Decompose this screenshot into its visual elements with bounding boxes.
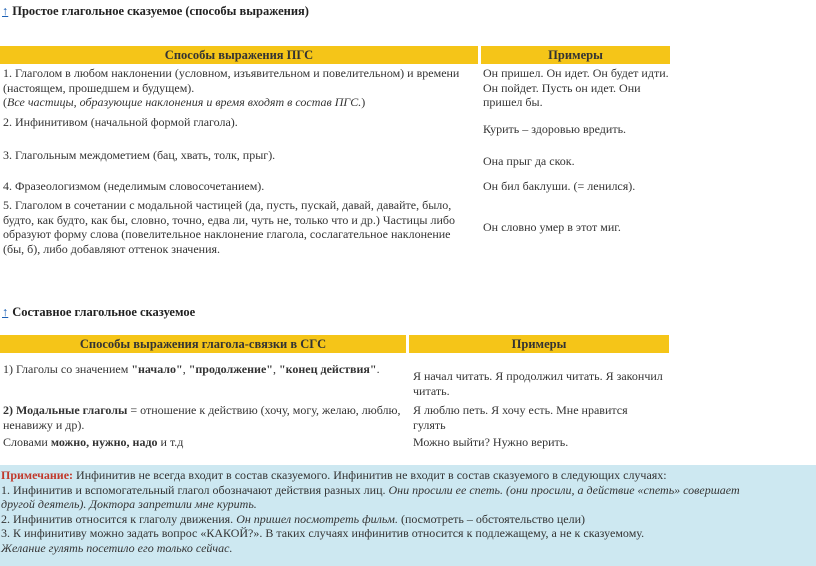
note-line-5: 3. К инфинитиву можно задать вопрос «КАКОЙ?». В таких случаях инфинитив относится к подлежащему, а не к сказуемому. — [1, 526, 645, 540]
note-block — [0, 465, 816, 566]
table1-row2-example: Курить – здоровью вредить. — [483, 122, 627, 136]
table1-row1-example: Он пришел. Он идет. Он будет идти. Он пойдет. Пусть он идет. Они пришел бы. — [483, 66, 669, 109]
table1-row5-example: Он словно умер в этот миг. — [483, 220, 621, 234]
note-line-6: Желание гулять посетило его только сейчас. — [1, 540, 233, 555]
up-arrow-link[interactable]: ↑ — [2, 4, 9, 18]
table2-row2-method: 2) Модальные глаголы = отношение к действию (хочу, могу, желаю, люблю, ненавижу и др). — [3, 403, 401, 432]
note-line-2: 1. Инфинитив и вспомогательный глагол обозначают действия разных лиц. Они просили ее спеть. (они просили, а действие «спеть» совершает — [1, 482, 740, 497]
table1-header-methods: Способы выражения ПГС — [0, 46, 478, 64]
table1-row1-method: 1. Глаголом в любом наклонении (условном, изъявительном и повелительном) и времени (настоящем, прошедшем и будущем). (Все частицы, образующие наклонения и время входят в состав ПГС.) — [3, 66, 460, 109]
section2-heading — [2, 305, 195, 320]
note-line-1: Примечание: Инфинитив не всегда входит в состав сказуемого. Инфинитив не входит в состав сказуемого в следующих случаях: — [1, 468, 667, 482]
note-line-3: другой деятель). Доктора запретили мне курить. — [1, 497, 257, 511]
section1-heading — [2, 4, 309, 19]
table2-row1-method: 1) Глаголы со значением "начало", "продолжение", "конец действия". — [3, 362, 380, 376]
table1-row3-example: Она прыг да скок. — [483, 154, 575, 168]
table2-row1-example: Я начал читать. Я продолжил читать. Я закончил читать. — [413, 369, 663, 398]
table1-row2-method: 2. Инфинитивом (начальной формой глагола). — [3, 115, 238, 129]
table1-row5-method: 5. Глаголом в сочетании с модальной частицей (да, пусть, пускай, давай, давайте, было, будто, как будто, как бы, словно, точно, едва ли, чуть не, только что и др.) Частицы либо образуют форму слова (повелительное наклонение глагола, сослагательное наклонение (бы, б), либо добавляют оттенок значения. — [3, 198, 455, 256]
table2-row2-example: Я люблю петь. Я хочу есть. Мне нравится гулять — [413, 403, 628, 432]
table1-row3-method: 3. Глагольным междометием (бац, хвать, толк, прыг). — [3, 148, 276, 162]
section2-title: Составное глагольное сказуемое — [12, 305, 196, 319]
up-arrow-link[interactable]: ↑ — [2, 305, 9, 319]
table1-row4-method: 4. Фразеологизмом (неделимым словосочетанием). — [3, 179, 265, 193]
table2-row3-method: Словами можно, нужно, надо и т.д — [3, 435, 184, 449]
note-line-4: 2. Инфинитив относится к глаголу движения. Он пришел посмотреть фильм. (посмотреть – обстоятельство цели) — [1, 511, 586, 526]
table2-row3-example: Можно выйти? Нужно верить. — [413, 435, 569, 449]
table1-row4-example: Он бил баклуши. (= ленился). — [483, 179, 636, 193]
note-label: Примечание: — [1, 468, 74, 482]
table2-header-examples: Примеры — [409, 335, 669, 353]
section1-title: Простое глагольное сказуемое (способы выражения) — [12, 4, 309, 18]
table1-header-examples: Примеры — [481, 46, 670, 64]
table2-header-methods: Способы выражения глагола-связки в СГС — [0, 335, 406, 353]
